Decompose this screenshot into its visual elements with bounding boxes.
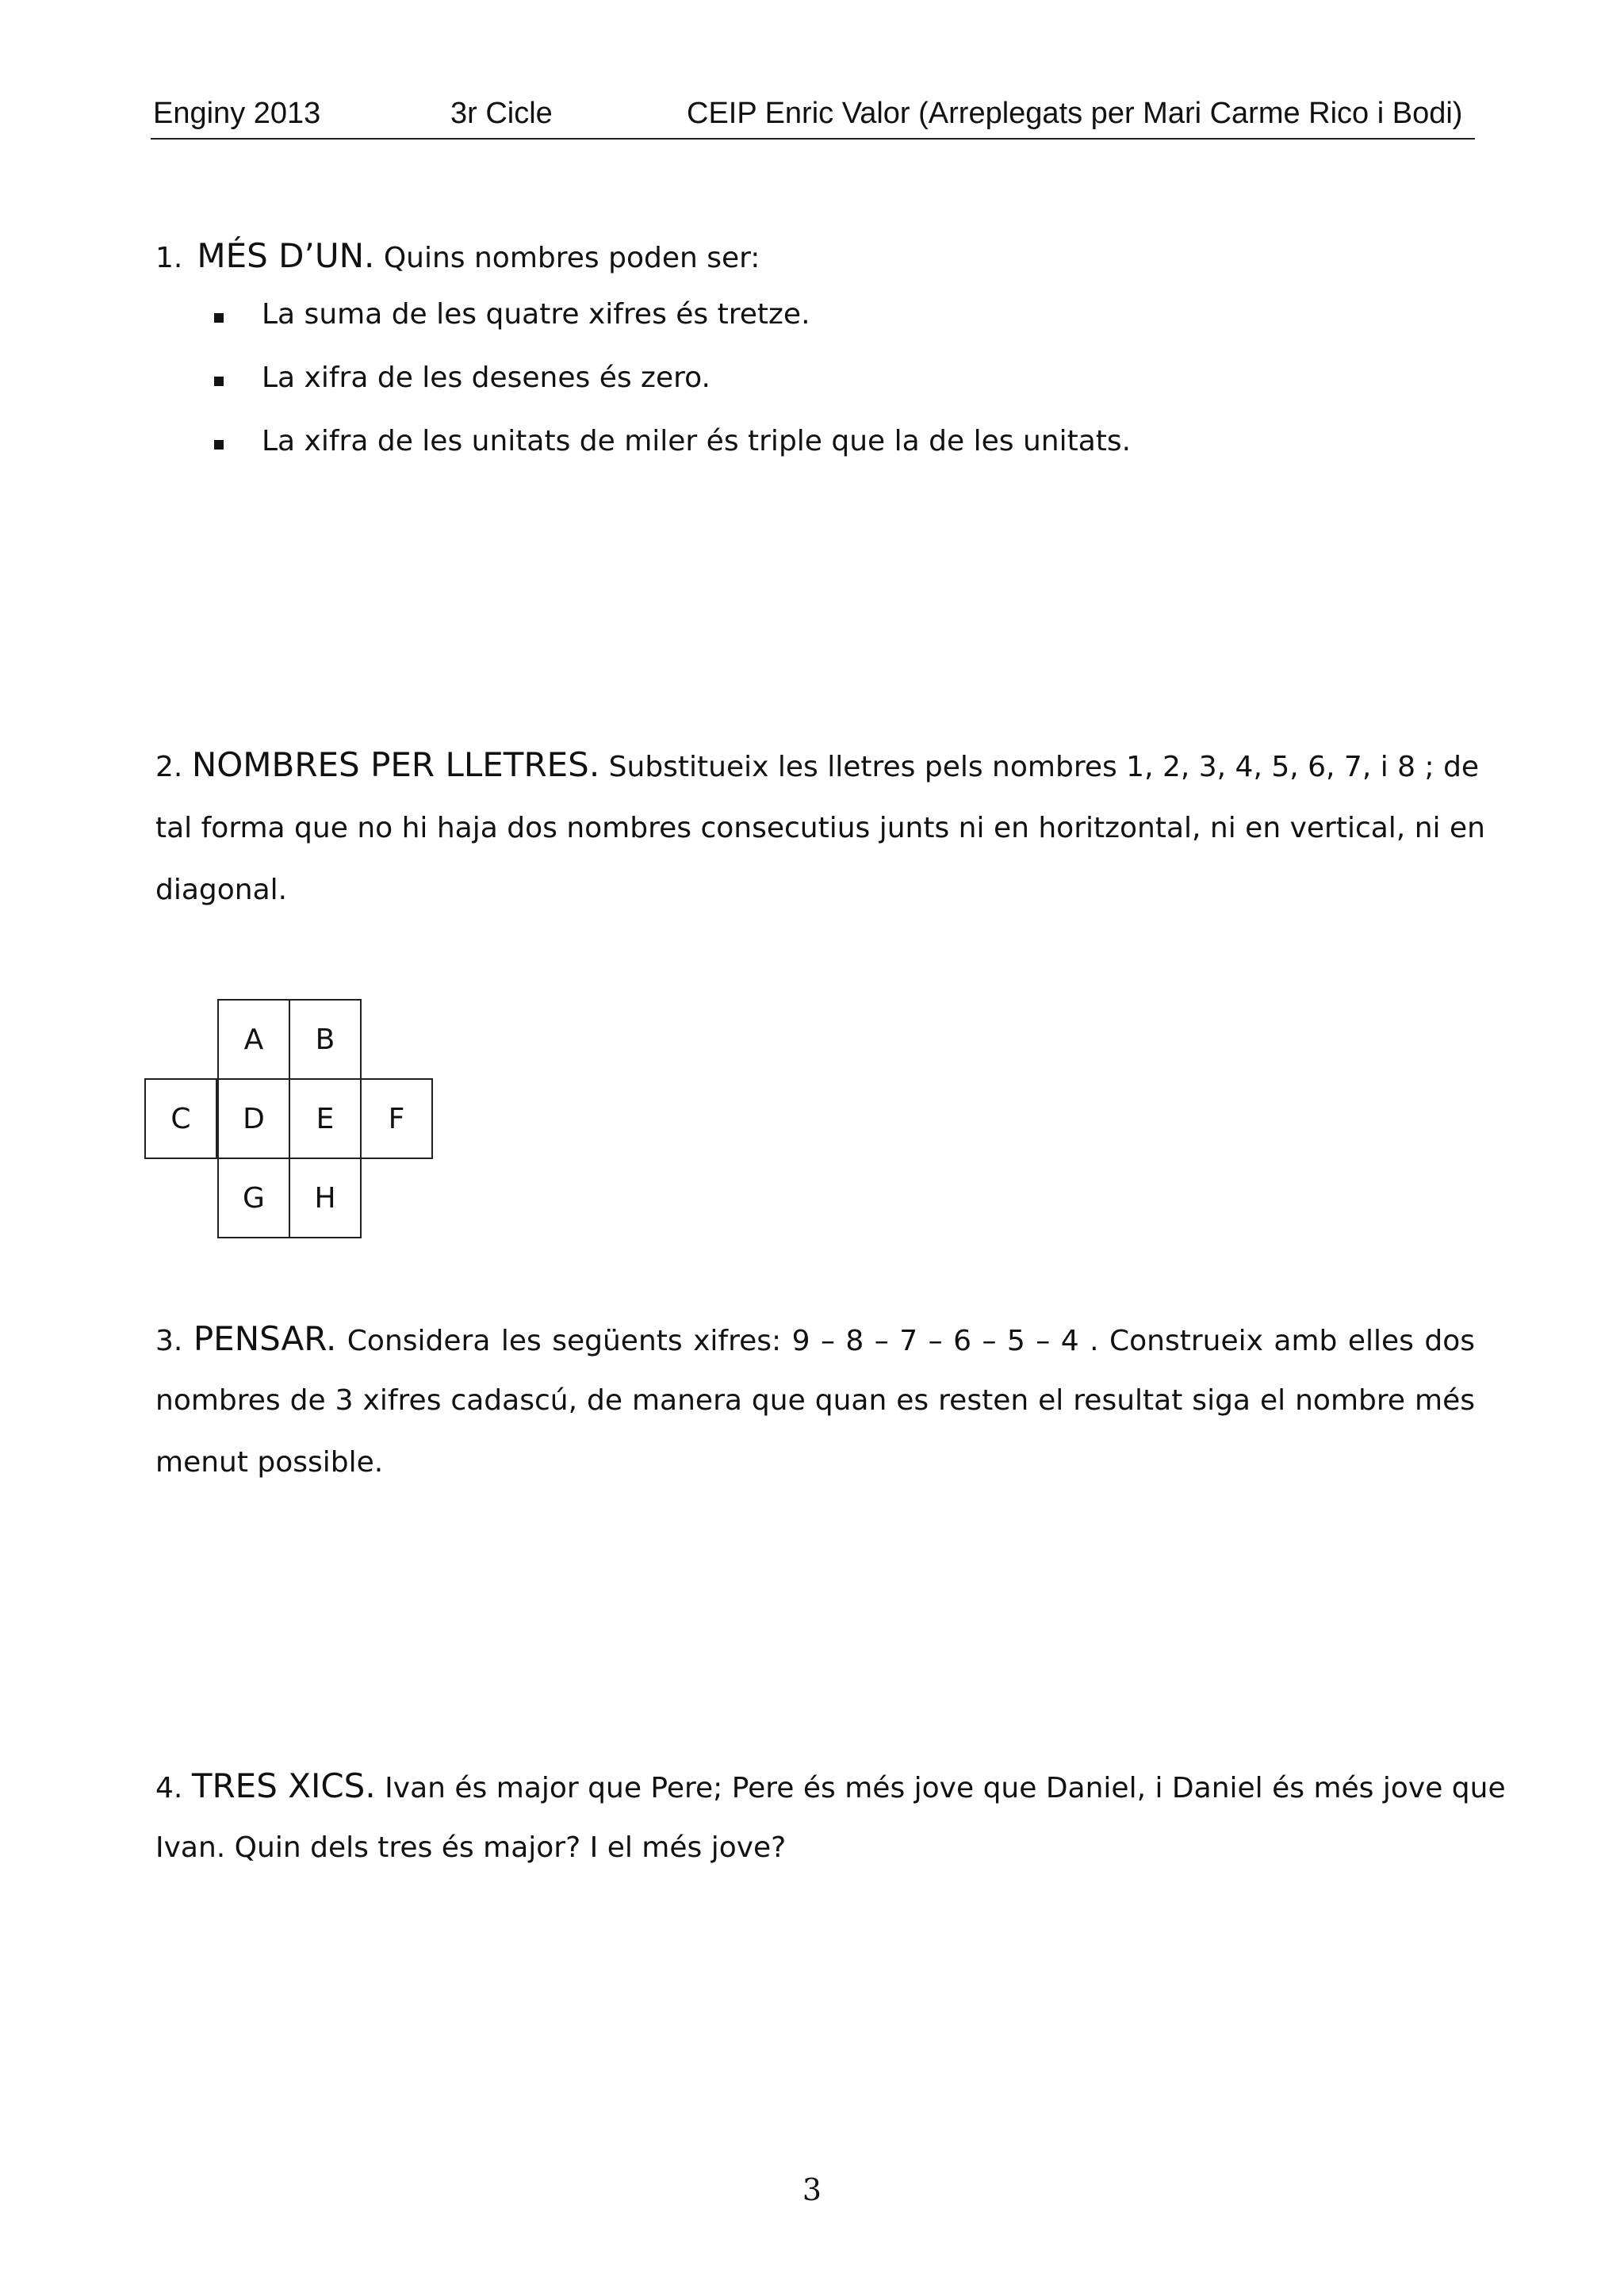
- problem-4-number: 4.: [155, 1772, 183, 1804]
- grid-cell-b: B: [289, 999, 362, 1080]
- square-bullet-icon: [214, 377, 224, 386]
- header-title: Enginy 2013: [153, 97, 321, 130]
- problem-1-intro: Quins nombres poden ser:: [383, 242, 760, 274]
- problem-3-number: 3.: [155, 1325, 183, 1357]
- grid-cell-g: G: [217, 1158, 290, 1238]
- problem-3-text-1: Considera les següents xifres: 9 – 8 – 7 – 6 – 5 – 4 . Construeix amb elles dos: [347, 1325, 1475, 1357]
- problem-4-line-1: [155, 1766, 1506, 1805]
- problem-2-line-2: tal forma que no hi haja dos nombres consecutius junts ni en horitzontal, ni en vertical, ni en: [155, 812, 1485, 844]
- header-school: CEIP Enric Valor (Arreplegats per Mari Carme Rico i Bodi): [687, 97, 1463, 130]
- problem-3-title: PENSAR.: [193, 1319, 337, 1358]
- condition-text: La suma de les quatre xifres és tretze.: [262, 298, 810, 331]
- problem-4-title: TRES XICS.: [191, 1766, 376, 1805]
- grid-cell-a: A: [217, 999, 290, 1080]
- page-header: [151, 94, 1475, 140]
- problem-1-title: MÉS D’UN.: [197, 236, 375, 275]
- grid-cell-c: C: [144, 1078, 217, 1159]
- problem-1-number: 1.: [155, 242, 183, 274]
- condition-text: La xifra de les desenes és zero.: [262, 362, 710, 394]
- header-cycle: 3r Cicle: [450, 97, 553, 130]
- page-number: 3: [802, 2172, 822, 2207]
- problem-3-line-1: [155, 1319, 1475, 1358]
- square-bullet-icon: [214, 440, 224, 450]
- grid-cell-h: H: [289, 1158, 362, 1238]
- problem-2-line-1: [155, 745, 1480, 784]
- grid-cell-f: F: [360, 1078, 433, 1159]
- problem-4-text-1: Ivan és major que Pere; Pere és més jove que Daniel, i Daniel és més jove que: [385, 1772, 1506, 1804]
- grid-cell-e: E: [289, 1078, 362, 1159]
- problem-2-line-3: diagonal.: [155, 874, 288, 906]
- square-bullet-icon: [214, 313, 224, 323]
- problem-2-text-1: Substitueix les lletres pels nombres 1, 2, 3, 4, 5, 6, 7, i 8 ; de: [608, 751, 1480, 783]
- condition-text: La xifra de les unitats de miler és triple que la de les unitats.: [262, 425, 1132, 457]
- problem-3-line-2: nombres de 3 xifres cadascú, de manera que quan es resten el resultat siga el nombre més: [155, 1384, 1475, 1417]
- problem-1-heading-line: [155, 236, 760, 275]
- problem-2-number: 2.: [155, 751, 183, 783]
- problem-4-line-2: Ivan. Quin dels tres és major? I el més jove?: [155, 1831, 787, 1864]
- problem-3-line-3: menut possible.: [155, 1446, 384, 1479]
- grid-cell-d: D: [217, 1078, 290, 1159]
- problem-2-title: NOMBRES PER LLETRES.: [191, 745, 600, 784]
